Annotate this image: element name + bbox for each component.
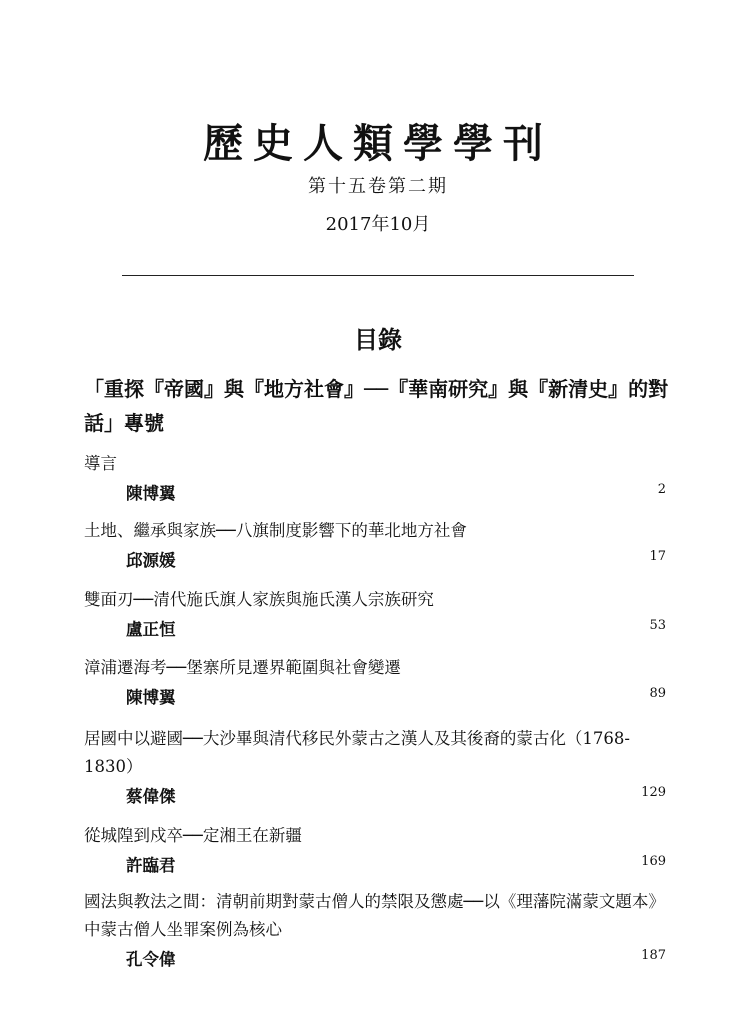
entry-title: 漳浦遷海考──堡寨所見遷界範圍與社會變遷 <box>84 658 401 677</box>
entry-author: 許臨君 <box>126 856 176 875</box>
toc-entry <box>84 725 674 811</box>
special-section-title: 「重探『帝國』與『地方社會』──『華南研究』與『新清史』的對話」專號 <box>84 377 669 435</box>
entry-page-number: 169 <box>641 854 666 869</box>
toc-entry <box>84 822 674 880</box>
entry-title: 土地、繼承與家族──八旗制度影響下的華北地方社會 <box>84 521 467 540</box>
toc-entry <box>84 654 674 712</box>
entry-title: 國法與教法之間：清朝前期對蒙古僧人的禁限及懲處──以《理藩院滿蒙文題本》中蒙古僧人坐罪案例為核心 <box>84 892 665 939</box>
entry-author: 陳博翼 <box>126 484 176 503</box>
toc-entry <box>84 888 674 974</box>
entry-author: 孔令偉 <box>126 950 176 969</box>
entry-author: 蔡偉傑 <box>126 787 176 806</box>
entry-page-number: 2 <box>657 482 666 497</box>
entry-page-number: 89 <box>649 686 666 701</box>
entry-title: 雙面刃──清代施氏旗人家族與施氏漢人宗族研究 <box>84 590 434 609</box>
toc-entry <box>84 517 674 575</box>
entry-page-number: 17 <box>649 549 666 564</box>
issue-label: 第十五卷第二期 <box>308 176 448 197</box>
issue-date: 2017年10月 <box>325 214 431 235</box>
entry-author: 邱源媛 <box>126 551 176 570</box>
toc-entry <box>84 586 674 644</box>
entry-title: 導言 <box>84 454 117 473</box>
entry-page-number: 187 <box>641 948 666 963</box>
entry-page-number: 53 <box>649 618 666 633</box>
toc-entry <box>84 450 674 508</box>
journal-title: 歷史人類學學刊 <box>203 120 553 167</box>
entry-page-number: 129 <box>641 785 666 800</box>
entry-title: 居國中以避國──大沙畢與清代移民外蒙古之漢人及其後裔的蒙古化（1768-1830） <box>84 729 630 776</box>
entry-author: 盧正恒 <box>126 620 176 639</box>
entry-title: 從城隍到戍卒──定湘王在新疆 <box>84 826 302 845</box>
toc-heading: 目錄 <box>354 325 402 354</box>
entry-author: 陳博翼 <box>126 688 176 707</box>
divider <box>122 275 634 276</box>
